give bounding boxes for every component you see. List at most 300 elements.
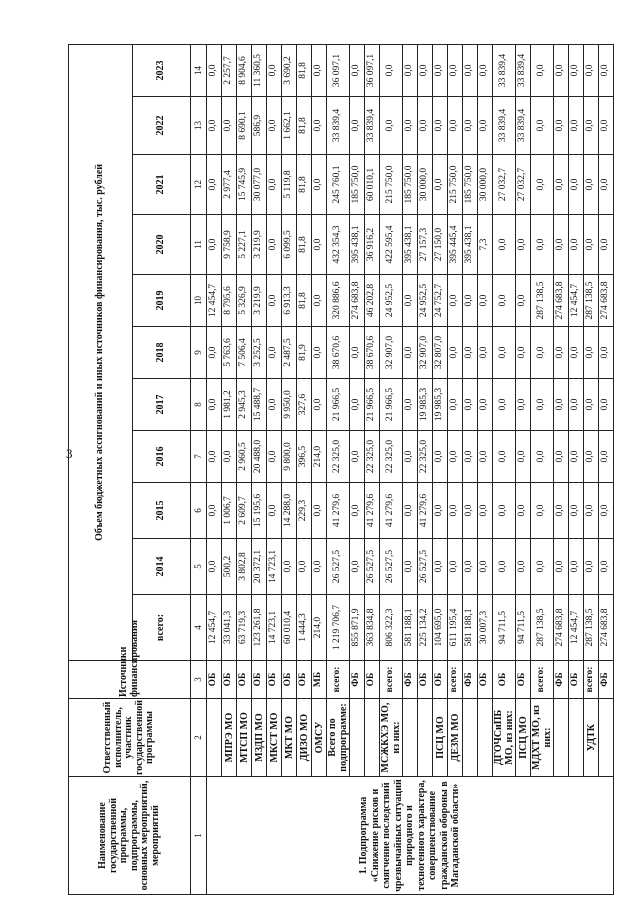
- header-executor: Ответственный исполнитель, участник государственной программы: [69, 699, 191, 777]
- value-cell: 0,0: [312, 215, 327, 275]
- value-cell: 0,0: [569, 327, 584, 379]
- value-cell: 26 527,5: [365, 539, 380, 595]
- value-cell: 27 157,3: [418, 215, 433, 275]
- table-row: [554, 0, 569, 895]
- value-cell: 0,0: [584, 215, 599, 275]
- value-cell: 3 690,2: [282, 44, 297, 96]
- value-cell: 21 966,5: [365, 379, 380, 431]
- value-cell: 14 723,1: [267, 595, 282, 661]
- source-cell: ОБ: [493, 661, 516, 699]
- page-number: 3: [66, 446, 73, 461]
- value-cell: 94 711,5: [516, 595, 531, 661]
- header-year: 2017: [133, 379, 191, 431]
- value-cell: 395 438,1: [350, 215, 365, 275]
- value-cell: 0,0: [463, 483, 478, 539]
- table-row: [531, 0, 554, 895]
- value-cell: 0,0: [350, 327, 365, 379]
- value-cell: 0,0: [448, 275, 463, 327]
- value-cell: 363 834,8: [365, 595, 380, 661]
- source-cell: ФБ: [463, 661, 478, 699]
- value-cell: 0,0: [554, 539, 569, 595]
- value-cell: 274 683,8: [599, 595, 614, 661]
- header-year: 2014: [133, 539, 191, 595]
- source-cell: ФБ: [554, 661, 569, 699]
- source-cell: всего:: [584, 661, 599, 699]
- value-cell: 0,0: [403, 431, 418, 483]
- header-year: 2020: [133, 215, 191, 275]
- value-cell: 0,0: [516, 483, 531, 539]
- table-row: [403, 0, 418, 895]
- header-year: 2021: [133, 155, 191, 215]
- value-cell: 0,0: [350, 483, 365, 539]
- value-cell: 0,0: [403, 539, 418, 595]
- value-cell: 0,0: [569, 44, 584, 96]
- value-cell: 855 871,9: [350, 595, 365, 661]
- value-cell: 81,8: [297, 275, 312, 327]
- value-cell: 38 670,6: [365, 327, 380, 379]
- value-cell: 0,0: [403, 275, 418, 327]
- value-cell: 1 662,1: [282, 97, 297, 155]
- table-row: [327, 0, 350, 895]
- value-cell: 0,0: [463, 431, 478, 483]
- value-cell: 0,0: [584, 483, 599, 539]
- value-cell: 0,0: [478, 327, 493, 379]
- value-cell: 0,0: [267, 155, 282, 215]
- source-cell: ОБ: [516, 661, 531, 699]
- value-cell: 0,0: [267, 275, 282, 327]
- table-row: [312, 0, 327, 895]
- executor-cell: [207, 699, 222, 777]
- value-cell: 36 916,2: [365, 215, 380, 275]
- value-cell: 581 188,1: [403, 595, 418, 661]
- column-number: 11: [191, 215, 207, 275]
- value-cell: 0,0: [267, 379, 282, 431]
- value-cell: 432 354,3: [327, 215, 350, 275]
- executor-cell: [365, 699, 380, 777]
- value-cell: 0,0: [531, 379, 554, 431]
- value-cell: 0,0: [267, 215, 282, 275]
- value-cell: 12 454,7: [207, 595, 222, 661]
- value-cell: 245 760,1: [327, 155, 350, 215]
- value-cell: 0,0: [312, 155, 327, 215]
- value-cell: 0,0: [267, 327, 282, 379]
- value-cell: 0,0: [531, 483, 554, 539]
- value-cell: 81,8: [297, 215, 312, 275]
- value-cell: 2 977,4: [222, 155, 237, 215]
- table-row: [599, 0, 614, 895]
- source-cell: ОБ: [267, 661, 282, 699]
- value-cell: 0,0: [599, 155, 614, 215]
- header-year: 2023: [133, 44, 191, 96]
- value-cell: 225 134,2: [418, 595, 433, 661]
- value-cell: 287 138,5: [531, 595, 554, 661]
- source-cell: ОБ: [433, 661, 448, 699]
- value-cell: 0,0: [569, 215, 584, 275]
- value-cell: 287 138,5: [584, 275, 599, 327]
- value-cell: 0,0: [282, 539, 297, 595]
- table-row: [584, 0, 599, 895]
- value-cell: 395 445,4: [448, 215, 463, 275]
- column-number: 7: [191, 431, 207, 483]
- value-cell: 0,0: [463, 97, 478, 155]
- executor-cell: Всего по подпрограмме:: [327, 699, 350, 777]
- value-cell: 19 985,3: [418, 379, 433, 431]
- value-cell: 0,0: [433, 44, 448, 96]
- value-cell: 0,0: [433, 155, 448, 215]
- source-cell: ОБ: [418, 661, 433, 699]
- value-cell: 287 138,5: [584, 595, 599, 661]
- executor-cell: ДИЗО МО: [297, 699, 312, 777]
- value-cell: 0,0: [267, 44, 282, 96]
- value-cell: 12 454,7: [207, 275, 222, 327]
- value-cell: 0,0: [463, 275, 478, 327]
- value-cell: 41 279,6: [365, 483, 380, 539]
- value-cell: 0,0: [207, 483, 222, 539]
- value-cell: 19 985,3: [433, 379, 448, 431]
- value-cell: 0,0: [418, 97, 433, 155]
- value-cell: 0,0: [478, 483, 493, 539]
- value-cell: 15 488,7: [252, 379, 267, 431]
- source-cell: ОБ: [478, 661, 493, 699]
- value-cell: 9 950,0: [282, 379, 297, 431]
- value-cell: 0,0: [463, 379, 478, 431]
- executor-cell: ПСЦ МО: [433, 699, 448, 777]
- source-cell: ОБ: [282, 661, 297, 699]
- value-cell: 0,0: [418, 44, 433, 96]
- value-cell: 0,0: [493, 431, 516, 483]
- value-cell: 0,0: [478, 431, 493, 483]
- value-cell: 0,0: [584, 431, 599, 483]
- value-cell: 0,0: [554, 215, 569, 275]
- source-cell: всего:: [327, 661, 350, 699]
- source-cell: ОБ: [297, 661, 312, 699]
- value-cell: 12 454,7: [569, 275, 584, 327]
- value-cell: 14 288,0: [282, 483, 297, 539]
- value-cell: 0,0: [584, 539, 599, 595]
- value-cell: 0,0: [403, 379, 418, 431]
- value-cell: 33 839,4: [493, 97, 516, 155]
- value-cell: 215 750,0: [380, 155, 403, 215]
- value-cell: 24 752,7: [433, 275, 448, 327]
- column-number: 2: [191, 699, 207, 777]
- executor-cell: МПРЭ МО: [222, 699, 237, 777]
- value-cell: 0,0: [516, 275, 531, 327]
- value-cell: 274 683,8: [554, 595, 569, 661]
- value-cell: 0,0: [599, 431, 614, 483]
- executor-cell: [554, 699, 569, 777]
- source-cell: всего:: [531, 661, 554, 699]
- value-cell: 33 839,4: [327, 97, 350, 155]
- column-number: 9: [191, 327, 207, 379]
- value-cell: 0,0: [569, 379, 584, 431]
- table-row: [448, 0, 463, 895]
- table-row: [350, 0, 365, 895]
- value-cell: 0,0: [448, 431, 463, 483]
- value-cell: 0,0: [493, 539, 516, 595]
- value-cell: 6 913,3: [282, 275, 297, 327]
- value-cell: 214,0: [312, 595, 327, 661]
- value-cell: 0,0: [433, 483, 448, 539]
- executor-cell: ДЕЗМ МО: [448, 699, 463, 777]
- value-cell: 0,0: [478, 275, 493, 327]
- value-cell: 0,0: [312, 483, 327, 539]
- value-cell: 0,0: [531, 539, 554, 595]
- table-row: [252, 0, 267, 895]
- source-cell: ФБ: [350, 661, 365, 699]
- value-cell: 0,0: [350, 539, 365, 595]
- value-cell: 15 745,9: [237, 155, 252, 215]
- value-cell: 0,0: [267, 483, 282, 539]
- value-cell: 0,0: [312, 539, 327, 595]
- value-cell: 0,0: [599, 539, 614, 595]
- executor-cell: ПСЦ МО: [516, 699, 531, 777]
- value-cell: 396,5: [297, 431, 312, 483]
- value-cell: 5 119,8: [282, 155, 297, 215]
- value-cell: 0,0: [516, 379, 531, 431]
- executor-cell: МКТ МО: [282, 699, 297, 777]
- value-cell: 0,0: [531, 327, 554, 379]
- value-cell: 0,0: [531, 215, 554, 275]
- value-cell: 0,0: [478, 97, 493, 155]
- value-cell: 33 839,4: [493, 44, 516, 96]
- value-cell: 94 711,5: [493, 595, 516, 661]
- value-cell: 0,0: [493, 275, 516, 327]
- header-year: 2016: [133, 431, 191, 483]
- value-cell: 274 683,8: [599, 275, 614, 327]
- column-number: 12: [191, 155, 207, 215]
- executor-cell: ОМСУ: [312, 699, 327, 777]
- value-cell: 0,0: [207, 379, 222, 431]
- value-cell: 0,0: [312, 379, 327, 431]
- value-cell: 12 454,7: [569, 595, 584, 661]
- value-cell: 0,0: [448, 327, 463, 379]
- value-cell: 22 325,0: [327, 431, 350, 483]
- value-cell: 32 807,0: [433, 327, 448, 379]
- value-cell: 0,0: [569, 483, 584, 539]
- header-year: 2022: [133, 97, 191, 155]
- value-cell: 7,3: [478, 215, 493, 275]
- value-cell: 81,8: [297, 97, 312, 155]
- value-cell: 0,0: [478, 539, 493, 595]
- value-cell: 123 261,8: [252, 595, 267, 661]
- column-number: 14: [191, 44, 207, 96]
- value-cell: 22 325,0: [380, 431, 403, 483]
- value-cell: 0,0: [312, 275, 327, 327]
- table-row: [569, 0, 584, 895]
- column-number: 3: [191, 661, 207, 699]
- value-cell: 2 945,3: [237, 379, 252, 431]
- value-cell: 33 839,4: [365, 97, 380, 155]
- value-cell: 0,0: [350, 44, 365, 96]
- value-cell: 27 150,0: [433, 215, 448, 275]
- value-cell: 320 886,6: [327, 275, 350, 327]
- value-cell: 395 438,1: [403, 215, 418, 275]
- value-cell: 30 007,3: [478, 595, 493, 661]
- executor-cell: ДГОЧСиПБ МО, из них:: [493, 699, 516, 777]
- value-cell: 15 195,6: [252, 483, 267, 539]
- value-cell: 33 041,3: [222, 595, 237, 661]
- value-cell: 0,0: [584, 155, 599, 215]
- value-cell: 0,0: [531, 44, 554, 96]
- value-cell: 9 758,9: [222, 215, 237, 275]
- executor-cell: МТСП МО: [237, 699, 252, 777]
- value-cell: 215 750,0: [448, 155, 463, 215]
- value-cell: 5 227,1: [237, 215, 252, 275]
- value-cell: 0,0: [312, 44, 327, 96]
- value-cell: 81,8: [297, 155, 312, 215]
- value-cell: 2 609,7: [237, 483, 252, 539]
- value-cell: 0,0: [463, 539, 478, 595]
- value-cell: 26 527,5: [418, 539, 433, 595]
- source-cell: ОБ: [207, 661, 222, 699]
- value-cell: 1 219 706,7: [327, 595, 350, 661]
- value-cell: 0,0: [207, 97, 222, 155]
- value-cell: 24 952,5: [380, 275, 403, 327]
- value-cell: 0,0: [516, 431, 531, 483]
- value-cell: 274 683,8: [350, 275, 365, 327]
- source-cell: ОБ: [252, 661, 267, 699]
- value-cell: 0,0: [312, 97, 327, 155]
- value-cell: 63 719,3: [237, 595, 252, 661]
- value-cell: 0,0: [554, 327, 569, 379]
- executor-cell: [418, 699, 433, 777]
- value-cell: 185 750,0: [463, 155, 478, 215]
- header-source: Источники финансирования: [69, 661, 191, 699]
- value-cell: 41 279,6: [327, 483, 350, 539]
- value-cell: 41 279,6: [380, 483, 403, 539]
- value-cell: 27 032,7: [516, 155, 531, 215]
- value-cell: 274 683,8: [554, 275, 569, 327]
- value-cell: 0,0: [569, 431, 584, 483]
- value-cell: 0,0: [554, 97, 569, 155]
- value-cell: 0,0: [350, 97, 365, 155]
- value-cell: 11 360,5: [252, 44, 267, 96]
- value-cell: 33 839,4: [516, 97, 531, 155]
- value-cell: 0,0: [433, 539, 448, 595]
- executor-cell: УДТК: [584, 699, 599, 777]
- value-cell: 36 097,1: [365, 44, 380, 96]
- executor-cell: МЗДП МО: [252, 699, 267, 777]
- value-cell: 27 032,7: [493, 155, 516, 215]
- executor-cell: [350, 699, 365, 777]
- column-number: 1: [191, 777, 207, 895]
- value-cell: 214,0: [312, 431, 327, 483]
- value-cell: 0,0: [599, 44, 614, 96]
- value-cell: 287 138,5: [531, 275, 554, 327]
- value-cell: 104 695,0: [433, 595, 448, 661]
- value-cell: 8 795,6: [222, 275, 237, 327]
- value-cell: 0,0: [493, 379, 516, 431]
- value-cell: 0,0: [350, 431, 365, 483]
- value-cell: 24 952,5: [418, 275, 433, 327]
- value-cell: 0,0: [207, 215, 222, 275]
- value-cell: 7 506,4: [237, 327, 252, 379]
- value-cell: 0,0: [312, 327, 327, 379]
- value-cell: 0,0: [267, 431, 282, 483]
- value-cell: 0,0: [463, 327, 478, 379]
- value-cell: 0,0: [448, 97, 463, 155]
- value-cell: 0,0: [584, 44, 599, 96]
- table-row: [282, 0, 297, 895]
- value-cell: 30 000,0: [418, 155, 433, 215]
- table-row: [433, 0, 448, 895]
- source-cell: ФБ: [599, 661, 614, 699]
- executor-cell: [463, 699, 478, 777]
- header-year: 2018: [133, 327, 191, 379]
- value-cell: 0,0: [463, 44, 478, 96]
- column-number: 8: [191, 379, 207, 431]
- value-cell: 8 904,6: [237, 44, 252, 96]
- value-cell: 0,0: [403, 44, 418, 96]
- value-cell: 327,6: [297, 379, 312, 431]
- value-cell: 0,0: [599, 483, 614, 539]
- value-cell: 0,0: [207, 44, 222, 96]
- executor-cell: [599, 699, 614, 777]
- value-cell: 6 099,5: [282, 215, 297, 275]
- value-cell: 0,0: [599, 215, 614, 275]
- source-cell: ОБ: [237, 661, 252, 699]
- value-cell: 0,0: [267, 97, 282, 155]
- value-cell: 1 006,7: [222, 483, 237, 539]
- executor-cell: МДХТ МО, из них:: [531, 699, 554, 777]
- value-cell: 32 907,0: [380, 327, 403, 379]
- table-row: [222, 0, 237, 895]
- header-year: 2015: [133, 483, 191, 539]
- table-row: [380, 0, 403, 895]
- executor-cell: [403, 699, 418, 777]
- value-cell: 9 800,0: [282, 431, 297, 483]
- source-cell: ОБ: [569, 661, 584, 699]
- value-cell: 0,0: [516, 215, 531, 275]
- value-cell: 0,0: [584, 97, 599, 155]
- value-cell: 2 960,5: [237, 431, 252, 483]
- executor-cell: [569, 699, 584, 777]
- value-cell: 14 723,1: [267, 539, 282, 595]
- value-cell: 0,0: [516, 539, 531, 595]
- value-cell: 3 219,9: [252, 215, 267, 275]
- value-cell: 21 966,5: [380, 379, 403, 431]
- value-cell: 0,0: [493, 215, 516, 275]
- value-cell: 0,0: [222, 431, 237, 483]
- header-name: Наименование государственной программы, подпрограммы, основных мероприятий, мероприятий: [69, 777, 191, 895]
- value-cell: 60 010,1: [365, 155, 380, 215]
- source-cell: ОБ: [365, 661, 380, 699]
- table-row: [297, 0, 312, 895]
- value-cell: 0,0: [554, 379, 569, 431]
- value-cell: 60 010,4: [282, 595, 297, 661]
- value-cell: 36 097,1: [327, 44, 350, 96]
- value-cell: 395 438,1: [463, 215, 478, 275]
- table-row: [418, 0, 433, 895]
- value-cell: 0,0: [350, 379, 365, 431]
- column-number: 13: [191, 97, 207, 155]
- executor-cell: МСЖКХЭ МО, из них:: [380, 699, 403, 777]
- value-cell: 46 202,8: [365, 275, 380, 327]
- value-cell: 30 000,0: [478, 155, 493, 215]
- value-cell: 0,0: [297, 539, 312, 595]
- value-cell: 0,0: [433, 431, 448, 483]
- value-cell: 0,0: [554, 155, 569, 215]
- value-cell: 38 670,6: [327, 327, 350, 379]
- value-cell: 1 444,3: [297, 595, 312, 661]
- source-cell: всего:: [448, 661, 463, 699]
- rotated-table-container: [68, 15, 613, 895]
- value-cell: 0,0: [531, 97, 554, 155]
- column-number: 6: [191, 483, 207, 539]
- value-cell: 0,0: [403, 97, 418, 155]
- value-cell: 581 188,1: [463, 595, 478, 661]
- table-row: [267, 0, 282, 895]
